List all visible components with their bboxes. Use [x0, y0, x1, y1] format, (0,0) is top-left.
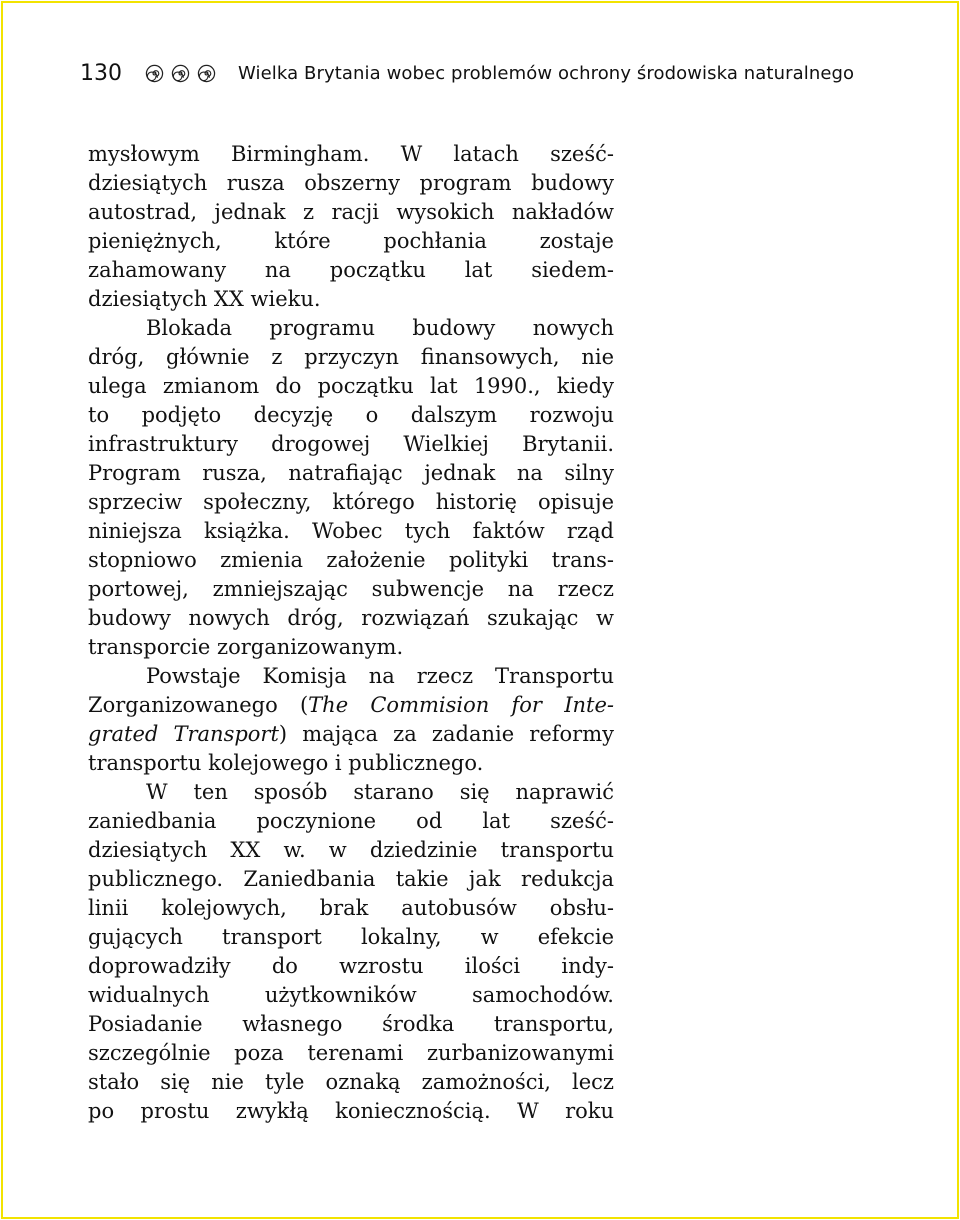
page-number: 130: [80, 60, 122, 86]
text-line: dróg, głównie z przyczyn finansowych, nie: [88, 345, 614, 369]
text-line: dziesiątych XX wieku.: [88, 287, 321, 311]
text-line: zaniedbania poczynione od lat sześć-: [88, 809, 614, 833]
text-line: ulega zmianom do początku lat 1990., kiedy: [88, 374, 614, 398]
text-line: stopniowo zmienia założenie polityki trans-: [88, 548, 614, 572]
text-line: zahamowany na początku lat siedem-: [88, 258, 614, 282]
running-title: Wielka Brytania wobec problemów ochrony środowiska naturalnego: [238, 62, 855, 84]
text-line: infrastruktury drogowej Wielkiej Brytanii.: [88, 432, 614, 456]
text-line: sprzeciw społeczny, którego historię opisuje: [88, 490, 614, 514]
text-line: Blokada programu budowy nowych: [146, 316, 614, 340]
text-segment: Zorganizowanego (: [88, 693, 309, 717]
text-line: transporcie zorganizowanym.: [88, 635, 404, 659]
text-line: dziesiątych rusza obszerny program budowy: [88, 171, 614, 195]
text-line: pieniężnych, które pochłania zostaje: [88, 229, 614, 253]
text-line: autostrad, jednak z racji wysokich nakładów: [88, 200, 614, 224]
text-line: szczególnie poza terenami zurbanizowanymi: [88, 1041, 614, 1065]
text-line-mixed: [88, 691, 614, 720]
italic-title-segment: grated Transport: [88, 722, 279, 746]
text-segment: ) mająca za zadanie reformy: [278, 722, 614, 746]
text-line: gujących transport lokalny, w efekcie: [88, 925, 614, 949]
text-line-mixed: [88, 720, 614, 749]
text-line: portowej, zmniejszając subwencje na rzecz: [88, 577, 614, 601]
header-ornaments: [145, 64, 216, 83]
text-line: Powstaje Komisja na rzecz Transportu: [146, 664, 614, 688]
text-line: mysłowym Birmingham. W latach sześć-: [88, 142, 614, 166]
spiral-icon: [145, 64, 164, 83]
text-line: widualnych użytkowników samochodów.: [88, 983, 614, 1007]
running-header: [80, 58, 870, 88]
text-line: niniejsza książka. Wobec tych faktów rząd: [88, 519, 614, 543]
text-line: Program rusza, natrafiając jednak na silny: [88, 461, 614, 485]
spiral-icon: [197, 64, 216, 83]
text-line: po prostu zwykłą koniecznością. W roku: [88, 1099, 614, 1123]
text-line: to podjęto decyzję o dalszym rozwoju: [88, 403, 614, 427]
text-line: Posiadanie własnego środka transportu,: [88, 1012, 614, 1036]
spiral-icon: [171, 64, 190, 83]
text-line: publicznego. Zaniedbania takie jak redukcja: [88, 867, 614, 891]
text-line: stało się nie tyle oznaką zamożności, lecz: [88, 1070, 614, 1094]
text-line: dziesiątych XX w. w dziedzinie transportu: [88, 838, 614, 862]
text-line: linii kolejowych, brak autobusów obsłu-: [88, 896, 614, 920]
text-line: transportu kolejowego i publicznego.: [88, 751, 484, 775]
text-line: W ten sposób starano się naprawić: [146, 780, 614, 804]
italic-title-segment: The Commision for Inte-: [308, 693, 614, 717]
body-text: [88, 140, 614, 1126]
text-line: doprowadziły do wzrostu ilości indy-: [88, 954, 614, 978]
text-line: budowy nowych dróg, rozwiązań szukając w: [88, 606, 614, 630]
